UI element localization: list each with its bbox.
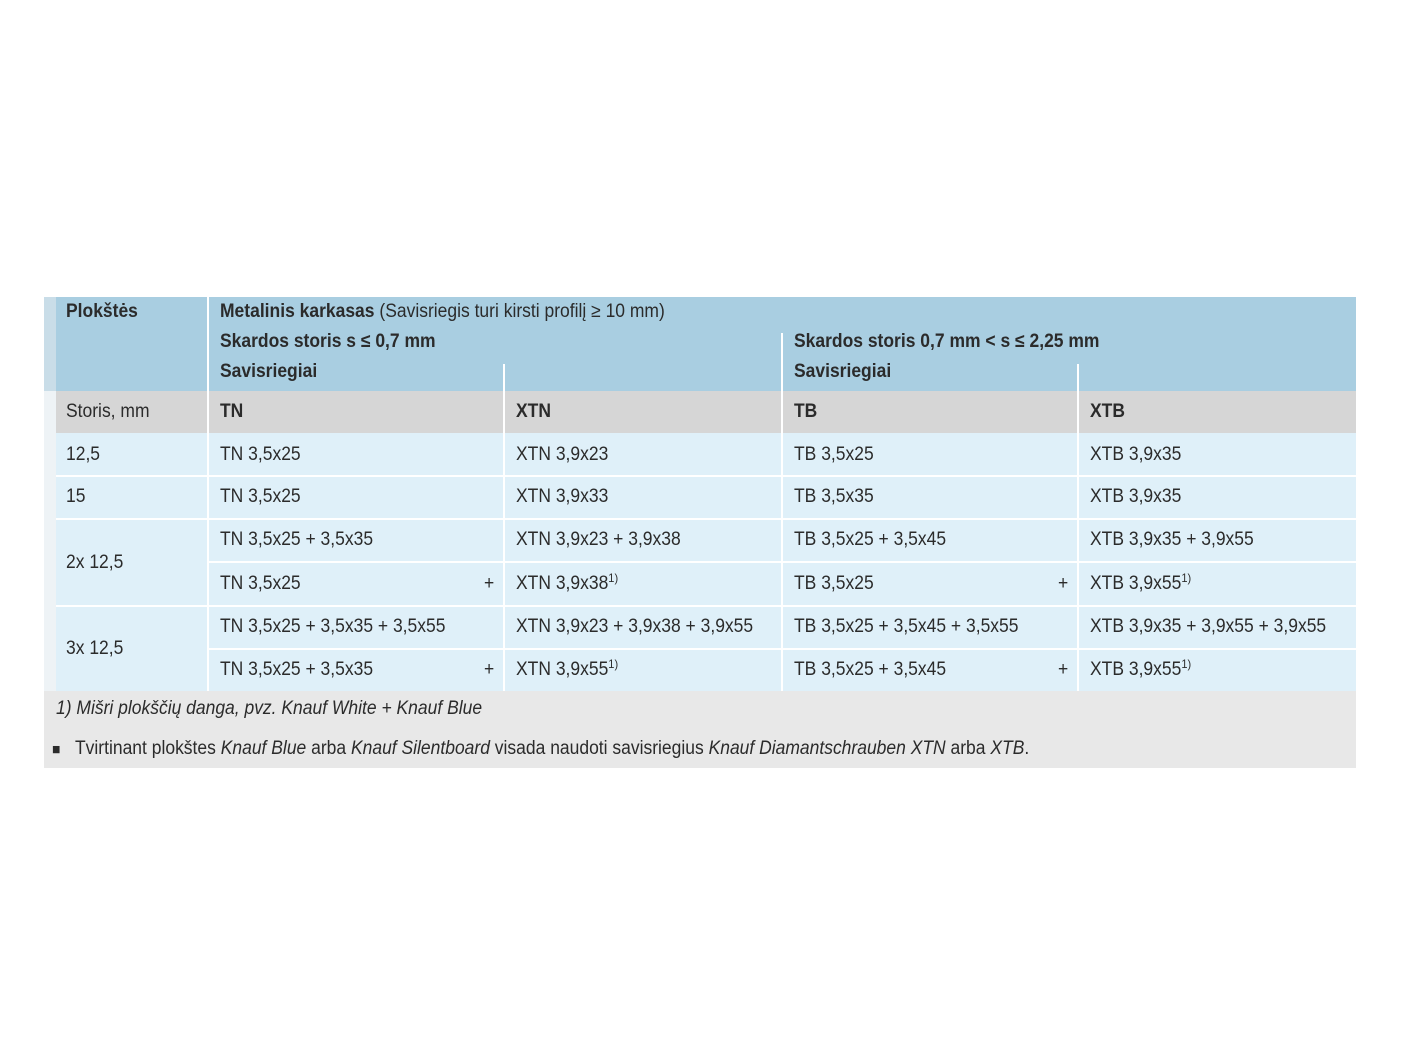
note-part: . (1024, 738, 1030, 759)
cell-tn: TN 3,5x25 (220, 444, 301, 465)
cell-tb: TB 3,5x25 + 3,5x45 + 3,5x55 (794, 616, 1019, 637)
cell-xtb: XTB 3,9x35 (1090, 444, 1182, 465)
footnote: 1) Mišri plokščių danga, pvz. Knauf White + Knauf Blue (56, 698, 483, 719)
cell-xtb (1090, 573, 1191, 595)
row-label: 2x 12,5 (66, 552, 124, 573)
header-metalinis-karkasas (220, 301, 665, 323)
note-part: arba (945, 738, 991, 759)
cell-tn: TN 3,5x25 + 3,5x35 + 3,5x55 (220, 616, 446, 637)
left-border-strip (44, 391, 56, 691)
cell-xtn: XTN 3,9x33 (516, 486, 609, 507)
plus-sign: + (484, 573, 495, 594)
footnote-ref: 1) (608, 657, 619, 671)
note-part: Knauf Silentboard (350, 738, 490, 759)
cell-xtn: XTN 3,9x23 + 3,9x38 (516, 529, 681, 550)
cell-xtb (1090, 659, 1191, 681)
footnote-ref: 1) (1181, 571, 1192, 585)
row-label: 12,5 (66, 444, 101, 465)
footnote-ref: 1) (608, 571, 619, 585)
subheader-background (56, 391, 1356, 433)
cell-xtn-text: XTN 3,9x55 (516, 659, 609, 680)
cell-tn: TN 3,5x25 + 3,5x35 (220, 529, 374, 550)
row-divider (209, 561, 1356, 563)
cell-tb: TB 3,5x25 + 3,5x45 (794, 659, 947, 680)
plus-sign: + (1058, 573, 1069, 594)
header-savisriegiai-1: Savisriegiai (220, 361, 318, 382)
col-divider-3 (781, 333, 783, 691)
cell-xtb: XTB 3,9x35 + 3,9x55 (1090, 529, 1254, 550)
header-plokstes: Plokštės (66, 301, 138, 322)
bullet-icon: ■ (52, 741, 61, 758)
cell-tn: TN 3,5x25 + 3,5x35 (220, 659, 374, 680)
metal-frame-note: (Savisriegis turi kirsti profilį ≥ 10 mm) (374, 301, 665, 322)
cell-xtn-text: XTN 3,9x38 (516, 573, 609, 594)
cell-xtb: XTB 3,9x35 + 3,9x55 + 3,9x55 (1090, 616, 1327, 637)
subheader-xtb: XTB (1090, 401, 1125, 422)
header-savisriegiai-2: Savisriegiai (794, 361, 892, 382)
header-skardos-thin: Skardos storis s ≤ 0,7 mm (220, 331, 436, 352)
plus-sign: + (1058, 659, 1069, 680)
cell-tn: TN 3,5x25 (220, 486, 301, 507)
cell-tb: TB 3,5x25 (794, 444, 874, 465)
note-part: visada naudoti savisriegius (489, 738, 709, 759)
row-label: 15 (66, 486, 86, 507)
cell-tb: TB 3,5x35 (794, 486, 874, 507)
subheader-tn: TN (220, 401, 244, 422)
cell-tb: TB 3,5x25 + 3,5x45 (794, 529, 947, 550)
subheader-tb: TB (794, 401, 818, 422)
cell-xtb-text: XTB 3,9x55 (1090, 659, 1182, 680)
note-part: XTB (990, 738, 1025, 759)
row-divider (56, 475, 1356, 477)
col-divider-1 (207, 297, 209, 691)
row-divider (209, 648, 1356, 650)
cell-xtn: XTN 3,9x23 + 3,9x38 + 3,9x55 (516, 616, 754, 637)
cell-xtn (516, 659, 618, 681)
metal-frame-label: Metalinis karkasas (220, 301, 375, 322)
col-divider-2 (503, 364, 505, 691)
usage-note (75, 738, 1029, 760)
header-skardos-thick: Skardos storis 0,7 mm < s ≤ 2,25 mm (794, 331, 1100, 352)
row-divider (56, 518, 1356, 520)
subheader-xtn: XTN (516, 401, 551, 422)
plus-sign: + (484, 659, 495, 680)
row-divider (56, 605, 1356, 607)
note-part: Knauf Diamantschrauben XTN (708, 738, 946, 759)
row-label: 3x 12,5 (66, 638, 124, 659)
cell-xtb: XTB 3,9x35 (1090, 486, 1182, 507)
cell-xtn (516, 573, 618, 595)
header-left-strip (44, 297, 56, 391)
note-part: arba (306, 738, 351, 759)
cell-xtb-text: XTB 3,9x55 (1090, 573, 1182, 594)
cell-xtn: XTN 3,9x23 (516, 444, 609, 465)
cell-tb: TB 3,5x25 (794, 573, 874, 594)
col-divider-4 (1077, 364, 1079, 691)
note-part: Knauf Blue (220, 738, 307, 759)
cell-tn: TN 3,5x25 (220, 573, 301, 594)
footnote-ref: 1) (1181, 657, 1192, 671)
subheader-storis: Storis, mm (66, 401, 150, 422)
note-part: Tvirtinant plokštes (75, 738, 221, 759)
